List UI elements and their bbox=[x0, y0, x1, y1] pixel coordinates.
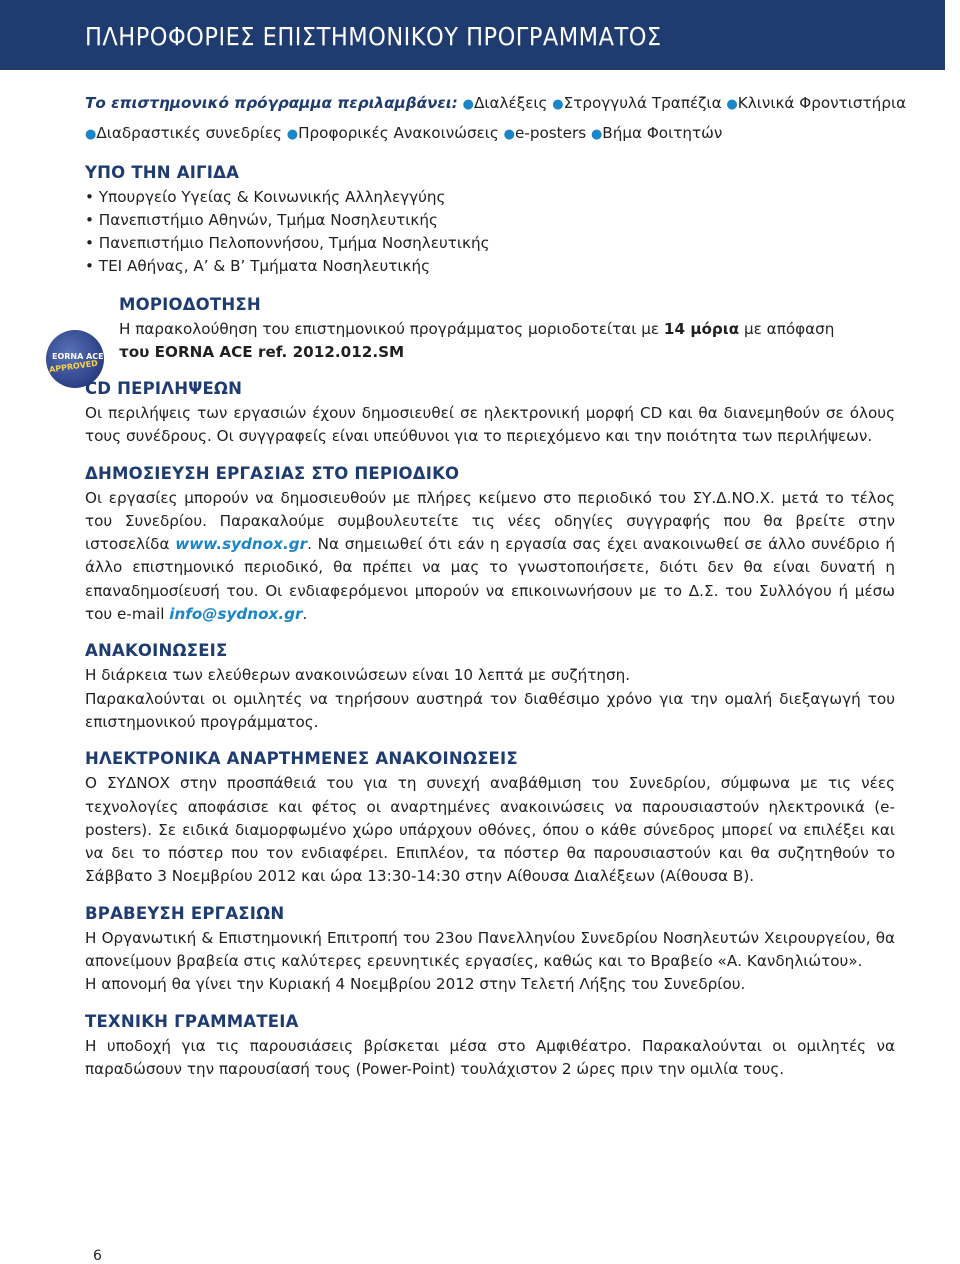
intro-lead: Το επιστημονικό πρόγραμμα περιλαμβάνει: bbox=[85, 94, 458, 112]
list-item: • Υπουργείο Υγείας & Κοινωνικής Αλληλεγγύης bbox=[85, 188, 446, 206]
intro-item: Διαλέξεις bbox=[473, 94, 548, 112]
bullet-icon: ● bbox=[590, 127, 603, 142]
intro-item: Βήμα Φοιτητών bbox=[602, 124, 723, 142]
cd-text: Οι περιλήψεις των εργασιών έχουν δημοσιευθεί σε ηλεκτρονική μορφή CD και θα διανεμηθούν σε όλους τους συνέδρους. Οι συγγραφείς είναι υπεύθυνοι για το περιεχόμενο και την ποιότητα των περιλήψεων. bbox=[85, 404, 895, 446]
intro-item: Στρογγυλά Τραπέζια bbox=[563, 94, 722, 112]
tech-text: Η υποδοχή για τις παρουσιάσεις βρίσκεται μέσα στο Αμφιθέατρο. Παρακαλούνται οι ομιλητές να παραδώσουν την παρουσίασή τους (Power-Point) τουλάχιστον 2 ώρες πριν την ομιλία τους. bbox=[85, 1036, 895, 1078]
bullet-icon: ● bbox=[552, 97, 564, 112]
content bbox=[85, 92, 907, 1081]
announcements-heading: ΑΝΑΚΟΙΝΩΣΕΙΣ bbox=[85, 641, 228, 661]
website-link[interactable]: www.sydnox.gr bbox=[175, 535, 308, 554]
awards-text-1: Η Οργανωτική & Επιστημονική Επιτροπή του 23ου Πανελληνίου Συνεδρίου Νοσηλευτών Χειρουργείου, θα απονείμουν βραβεία στις καλύτερες ερευνητικές εργασίες, καθώς και το Βραβείο «Α. Κανδηλιώτου». bbox=[85, 928, 895, 971]
bullet-icon: ● bbox=[286, 127, 299, 142]
accreditation-heading: ΜΟΡΙΟΔΟΤΗΣΗ bbox=[119, 295, 261, 314]
awards-text-2: Η απονομή θα γίνει την Κυριακή 4 Νοεμβρίου 2012 στην Τελετή Λήξης του Συνεδρίου. bbox=[85, 975, 746, 994]
accreditation-text: Η παρακολούθηση του επιστημονικού προγράμματος μοριοδοτείται με 14 μόρια με απόφαση bbox=[119, 320, 835, 338]
intro-line-1 bbox=[85, 92, 907, 116]
cd-heading: CD ΠΕΡΙΛΗΨΕΩΝ bbox=[85, 379, 243, 398]
header-banner bbox=[0, 0, 945, 70]
publication-text: Οι εργασίες μπορούν να δημοσιευθούν με πλήρες κείμενο στο περιοδικό του ΣΥ.Δ.ΝΟ.Χ. μετά το τέλος του Συνεδρίου. Παρακαλούμε συμβουλευτείτε τις νέες οδηγίες συγγραφής που θα βρείτε στην ιστοσελίδα www.sydnox.gr. Να σημειωθεί ότι εάν η εργασία σας έχει ανακοινωθεί σε άλλο συνέδριο ή άλλο επιστημονικό περιοδικό, θα πρέπει να μας το γνωστοποιήσετε, διότι δεν θα είναι δυνατή η επαναδημοσίευσή του. Οι ενδιαφερόμενοι μπορούν να επικοινωνήσουν με το Δ.Σ. του Συλλόγου ή μέσω του e-mail info@sydnox.gr. bbox=[85, 488, 895, 624]
list-item: • ΤΕΙ Αθήνας, Α’ & Β’ Τμήματα Νοσηλευτικής bbox=[85, 257, 431, 275]
accreditation-ref: του EORNA ACE ref. 2012.012.SM bbox=[119, 343, 405, 361]
intro-item: Κλινικά Φροντιστήρια bbox=[737, 94, 907, 112]
eposters-text: Ο ΣΥΔΝΟΧ στην προσπάθειά του για τη συνεχή αναβάθμιση του Συνεδρίου, σύμφωνα με τις νέες τεχνολογίες αποφάσισε και φέτος οι αναρτημένες ανακοινώσεις να παρουσιαστούν ηλεκτρονικά (e-posters). Σε ειδικά διαμορφωμένο χώρο υπάρχουν οθόνες, όπου ο κάθε σύνεδρος μπορεί να επιλέξει και να δει το πόστερ που τον ενδιαφέρει. Επιπλέον, τα πόστερ θα παρουσιαστούν και θα συζητηθούν το Σάββατο 3 Νοεμβρίου 2012 και ώρα 13:30-14:30 στην Αίθουσα Διαλέξεων (Αίθουσα Β). bbox=[85, 774, 895, 886]
page-title: ΠΛΗΡΟΦΟΡΙΕΣ ΕΠΙΣΤΗΜΟΝΙΚΟΥ ΠΡΟΓΡΑΜΜΑΤΟΣ bbox=[85, 22, 662, 51]
intro-line-2 bbox=[85, 122, 895, 146]
bullet-icon: ● bbox=[462, 97, 474, 112]
intro-item: e-posters bbox=[515, 124, 587, 142]
intro-item: Διαδραστικές συνεδρίες bbox=[96, 124, 282, 142]
bullet-icon: ● bbox=[503, 127, 515, 142]
publication-heading: ΔΗΜΟΣΙΕΥΣΗ ΕΡΓΑΣΙΑΣ ΣΤΟ ΠΕΡΙΟΔΙΚΟ bbox=[85, 463, 460, 483]
accreditation-section bbox=[85, 294, 895, 364]
tech-heading: ΤΕΧΝΙΚΗ ΓΡΑΜΜΑΤΕΙΑ bbox=[85, 1011, 299, 1031]
logo-text-approved: APPROVED bbox=[48, 358, 99, 375]
email-link[interactable]: info@sydnox.gr bbox=[169, 605, 303, 624]
bullet-icon: ● bbox=[726, 97, 738, 112]
bullet-icon: ● bbox=[85, 127, 97, 142]
page-number: 6 bbox=[93, 1248, 102, 1264]
awards-heading: ΒΡΑΒΕΥΣΗ ΕΡΓΑΣΙΩΝ bbox=[85, 903, 285, 923]
eposters-heading: ΗΛΕΚΤΡΟΝΙΚΑ ΑΝΑΡΤΗΜΕΝΕΣ ΑΝΑΚΟΙΝΩΣΕΙΣ bbox=[85, 749, 518, 769]
auspices-heading: ΥΠΟ ΤΗΝ ΑΙΓΙΔΑ bbox=[85, 163, 240, 182]
intro-item: Προφορικές Ανακοινώσεις bbox=[298, 124, 499, 142]
list-item: • Πανεπιστήμιο Αθηνών, Τμήμα Νοσηλευτικής bbox=[85, 211, 438, 229]
announcements-text-1: Η διάρκεια των ελεύθερων ανακοινώσεων είναι 10 λεπτά με συζήτηση. bbox=[85, 666, 631, 685]
list-item: • Πανεπιστήμιο Πελοποννήσου, Τμήμα Νοσηλευτικής bbox=[85, 234, 490, 252]
announcements-text-2: Παρακαλούνται οι ομιλητές να τηρήσουν αυστηρά τον διαθέσιμο χρόνο για την ομαλή διεξαγωγή του επιστημονικού προγράμματος. bbox=[85, 689, 895, 731]
logo-text: EORNA ACE bbox=[52, 352, 104, 361]
